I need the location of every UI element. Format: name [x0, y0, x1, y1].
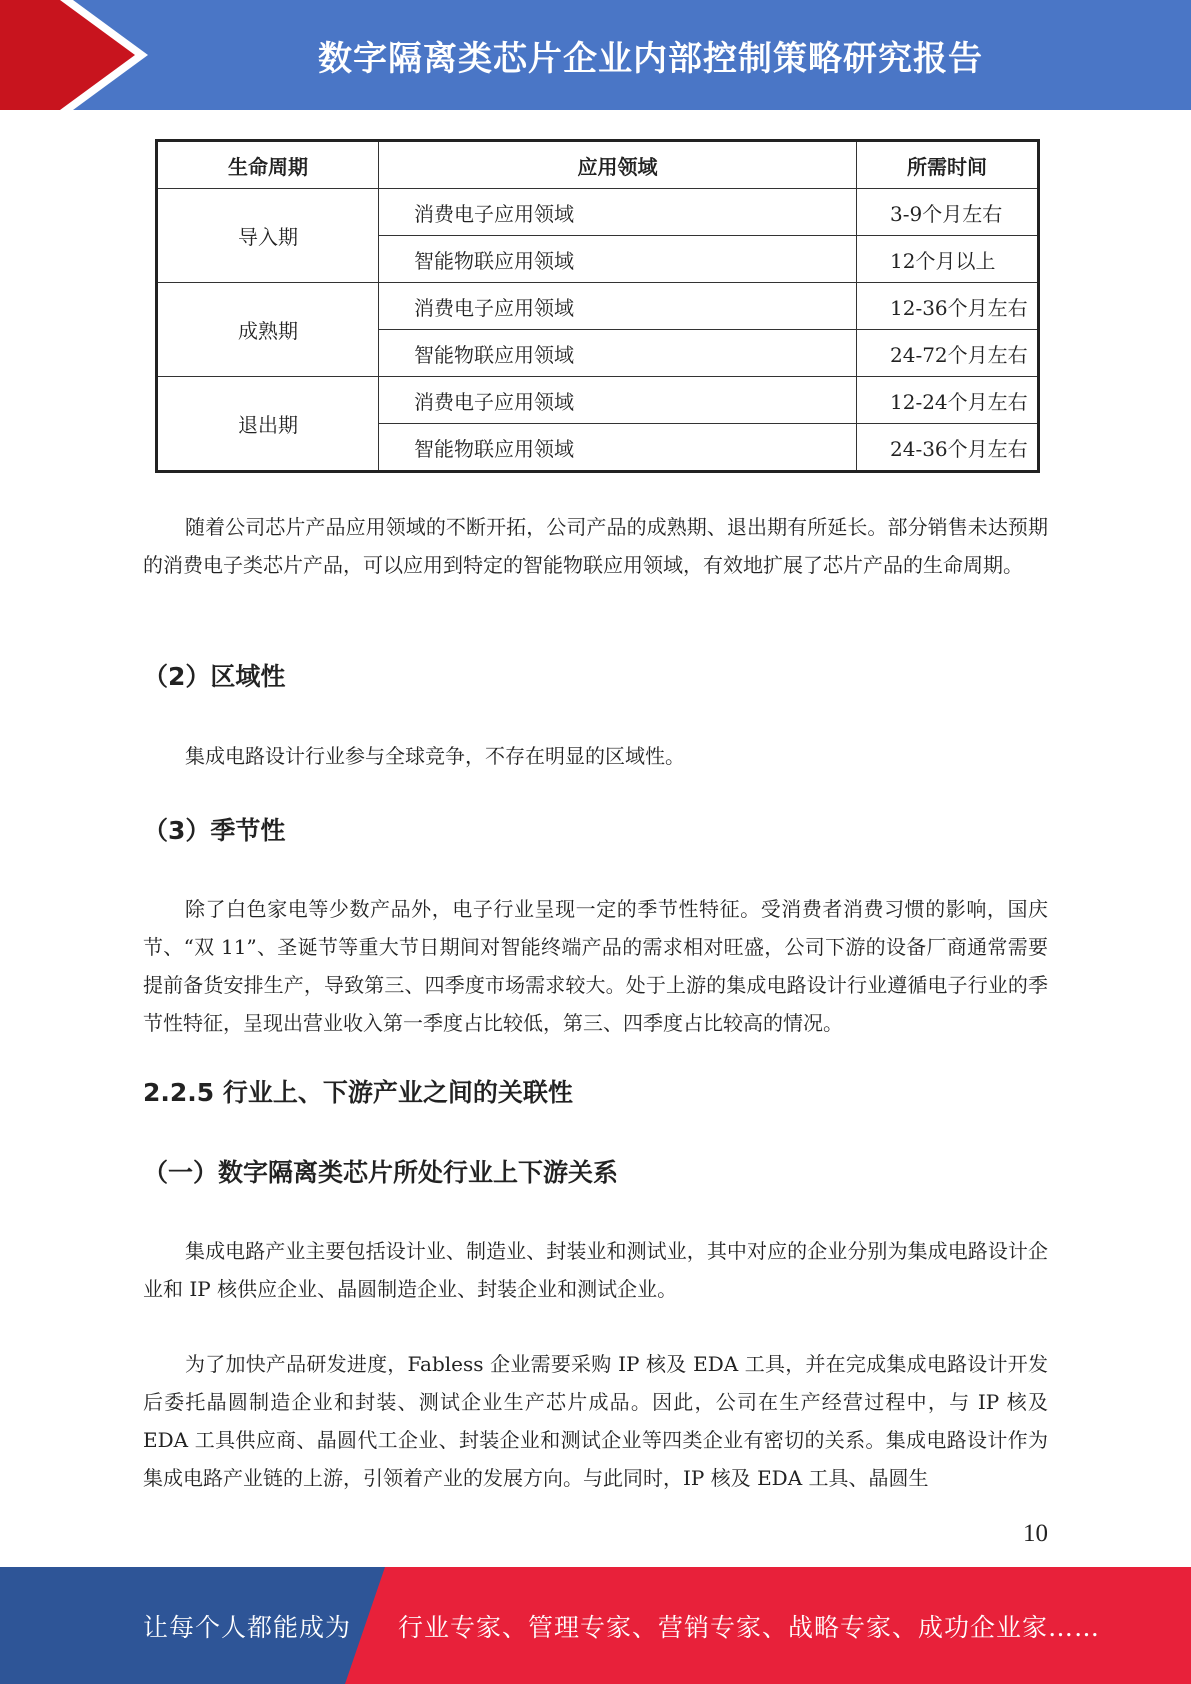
heading-season: （3）季节性 — [143, 816, 286, 845]
footer-banner — [0, 1567, 1191, 1684]
report-title: 数字隔离类芯片企业内部控制策略研究报告 — [318, 38, 983, 79]
header-chevron-decoration — [0, 0, 160, 110]
footer-slogan-left: 让每个人都能成为 — [143, 1612, 352, 1642]
table-row — [157, 189, 1039, 236]
column-header: 生命周期 — [157, 141, 379, 189]
heading-upstream-downstream: （一）数字隔离类芯片所处行业上下游关系 — [143, 1158, 619, 1187]
paragraph-region: 集成电路设计行业参与全球竞争，不存在明显的区域性。 — [185, 744, 685, 768]
stage-cell: 成熟期 — [157, 283, 379, 377]
time-cell: 24-36个月左右 — [857, 424, 1039, 472]
stage-cell: 退出期 — [157, 377, 379, 472]
field-cell: 智能物联应用领域 — [379, 330, 857, 377]
page-number: 10 — [1023, 1520, 1048, 1547]
field-cell: 消费电子应用领域 — [379, 377, 857, 424]
column-header: 应用领域 — [379, 141, 857, 189]
paragraph-fabless: 为了加快产品研发进度，Fabless 企业需要采购 IP 核及 EDA 工具，并在完成集成电路设计开发后委托晶圆制造企业和封装、测试企业生产芯片成品。因此，公司在生产经营过程中，与 IP 核及 EDA 工具供应商、晶圆代工企业、封装企业和测试企业等四类企业有密切的关系。集成电路设计作为集成电路产业链的上游，引领着产业的发展方向。与此同时，IP 核及 EDA 工具、晶圆生 — [143, 1352, 1048, 1490]
table-row — [157, 283, 1039, 330]
heading-section-2-2-5: 2.2.5 行业上、下游产业之间的关联性 — [143, 1078, 573, 1107]
time-cell: 3-9个月左右 — [857, 189, 1039, 236]
field-cell: 智能物联应用领域 — [379, 236, 857, 283]
field-cell: 消费电子应用领域 — [379, 189, 857, 236]
field-cell: 智能物联应用领域 — [379, 424, 857, 472]
paragraph-lifecycle: 随着公司芯片产品应用领域的不断开拓，公司产品的成熟期、退出期有所延长。部分销售未达预期的消费电子类芯片产品，可以应用到特定的智能物联应用领域，有效地扩展了芯片产品的生命周期。 — [143, 515, 1048, 577]
stage-cell: 导入期 — [157, 189, 379, 283]
paragraph-industry-chain: 集成电路产业主要包括设计业、制造业、封装业和测试业，其中对应的企业分别为集成电路设计企业和 IP 核供应企业、晶圆制造企业、封装企业和测试企业。 — [143, 1239, 1048, 1301]
lifecycle-table — [155, 139, 1040, 473]
time-cell: 12-36个月左右 — [857, 283, 1039, 330]
paragraph-season: 除了白色家电等少数产品外，电子行业呈现一定的季节性特征。受消费者消费习惯的影响，国庆节、“双 11”、圣诞节等重大节日期间对智能终端产品的需求相对旺盛，公司下游的设备厂商通常需要提前备货安排生产，导致第三、四季度市场需求较大。处于上游的集成电路设计行业遵循电子行业的季节性特征，呈现出营业收入第一季度占比较低，第三、四季度占比较高的情况。 — [143, 897, 1048, 1035]
time-cell: 12个月以上 — [857, 236, 1039, 283]
footer-slogan-right: 行业专家、管理专家、营销专家、战略专家、成功企业家…… — [398, 1612, 1101, 1642]
table-header-row — [157, 141, 1039, 189]
time-cell: 12-24个月左右 — [857, 377, 1039, 424]
table-row — [157, 377, 1039, 424]
field-cell: 消费电子应用领域 — [379, 283, 857, 330]
heading-region: （2）区域性 — [143, 662, 286, 691]
column-header: 所需时间 — [857, 141, 1039, 189]
time-cell: 24-72个月左右 — [857, 330, 1039, 377]
